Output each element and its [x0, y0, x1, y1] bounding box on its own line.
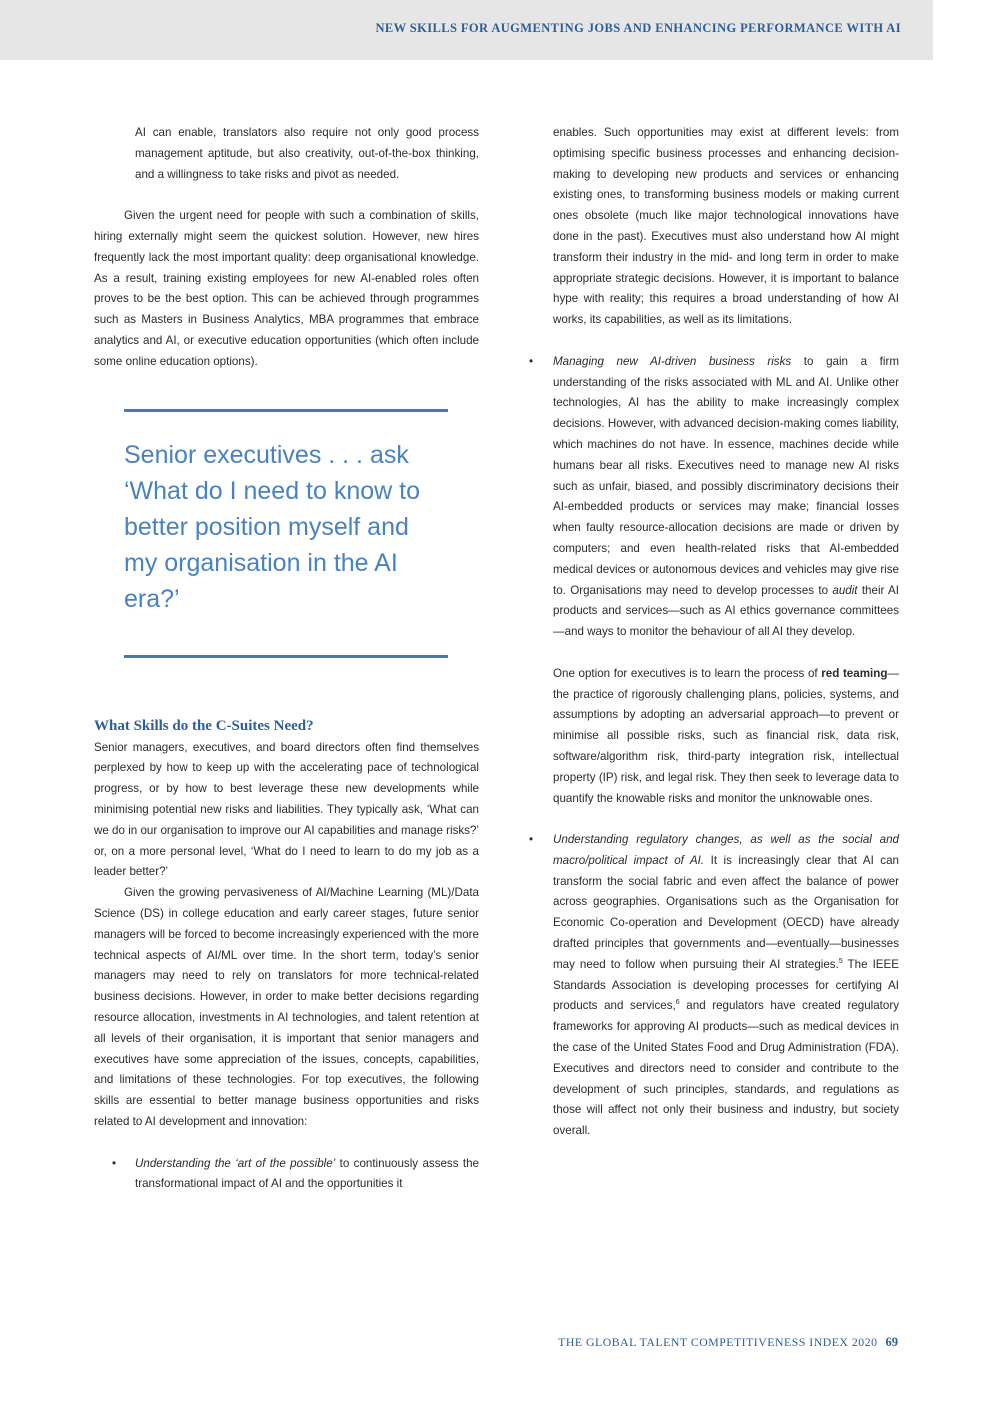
left-column	[94, 123, 479, 1195]
bullet-text: to gain a firm understanding of the risks associated with ML and AI. Unlike other technologies, AI has the ability to make increasingly complex decisions. However, with advanced decision-making comes liability, which machines do not have. In essence, machines decide while humans bear all risks. Executives need to manage new AI risks such as unfair, biased, and possibly discriminatory decisions their AI-embedded products or services may make; financial losses when faulty resource-allocation decisions are made or driven by computers; and even health-related risks that AI-embedded medical devices or autonomous devices and vehicles may give rise to. Organisations may need to develop processes to	[553, 354, 899, 597]
page-footer	[558, 1335, 898, 1350]
paragraph-text: —the practice of rigorously challenging plans, policies, systems, and assumptions by adopting an adversarial approach—to prevent or minimise all possible risks, such as financial risk, data risk, software/algorithm risk, third-party integration risk, intellectual property (IP) risk, and legal risk. They then seek to leverage data to quantify the knowable risks and monitor the unknowable ones.	[553, 666, 899, 805]
paragraph: Senior managers, executives, and board directors often find themselves perplexed by how to keep up with the accelerating pace of technological progress, or by how to best leverage these new developments while minimising potential new risks and liabilities. They typically ask, ‘What can we do in our organisation to improve our AI capabilities and manage risks?’ or, on a more personal level, ‘What do I need to learn to do my job as a leader better?’	[94, 740, 479, 879]
bullet-text: to continuously assess the transformational impact of AI and the opportunities it	[135, 1156, 479, 1191]
audit-term: audit	[832, 583, 858, 597]
bullet-text: It is increasingly clear that AI can transform the social fabric and even affect the balance of power across geographies. Organisations such as the Organisation for Economic Co-operation and Development (OECD) have already drafted principles that governments and—eventually—businesses may need to follow when pursuing their AI strategies.	[553, 853, 899, 971]
paragraph: Given the growing pervasiveness of AI/Machine Learning (ML)/Data Science (DS) in college education and early career stages, future senior managers will be forced to become increasingly experienced with the more technical aspects of AI/ML over time. In the short term, today’s senior managers may need to rely on translators for more technical-related business decisions. However, in order to make better decisions regarding resource allocation, investments in AI technologies, and talent retention at all levels of their organisation, it is important that senior managers and executives have some appreciation of the issues, concepts, capabilities, and limitations of these technologies. For top executives, the following skills are essential to better manage business opportunities and risks related to AI development and innovation:	[94, 886, 479, 1128]
paragraph	[553, 664, 899, 810]
bullet-lead: Understanding the ‘art of the possible’	[135, 1156, 336, 1170]
bullet-icon: •	[529, 354, 534, 368]
continued-bullet-text: AI can enable, translators also require not only good process management aptitude, but also creativity, out-of-the-box thinking, and a willingness to take risks and pivot as needed.	[135, 126, 479, 181]
page-number: 69	[885, 1335, 898, 1349]
bullet-text: their AI products and services—such as AI ethics governance committees—and ways to monitor the behaviour of all AI they develop.	[553, 583, 899, 639]
bullet-text: and regulators have created regulatory frameworks for approving AI products—such as medical devices in the case of the United States Food and Drug Administration (FDA). Executives and directors need to consider and contribute to the development of such principles, standards, and regulations as those will affect not only their business and industry, but society overall.	[553, 999, 899, 1138]
red-teaming-term: red teaming	[821, 666, 888, 680]
header-band	[0, 0, 933, 60]
pull-quote	[124, 409, 448, 658]
running-header: NEW SKILLS FOR AUGMENTING JOBS AND ENHANCING PERFORMANCE WITH AI	[375, 21, 901, 35]
pull-quote-text: Senior executives . . . ask ‘What do I need to know to better position myself and my organisation in the AI era?’	[124, 440, 421, 613]
footnote-ref[interactable]: 6	[675, 999, 680, 1007]
bullet-icon: •	[112, 1156, 117, 1170]
bullet-item	[529, 830, 899, 1142]
bullet-lead: Managing new AI-driven business risks	[553, 354, 792, 368]
bullet-text: The IEEE Standards Association is developing processes for certifying AI products and services,	[553, 957, 899, 1013]
paragraph: Given the urgent need for people with such a combination of skills, hiring externally might seem the quickest solution. However, new hires frequently lack the most important quality: deep organisational knowledge. As a result, training existing employees for new AI-enabled roles often proves to be the best option. This can be achieved through programmes such as Masters in Business Analytics, MBA programmes that embrace analytics and AI, or executive education opportunities (which often include some online education options).	[94, 209, 479, 368]
bullet-item	[94, 1154, 479, 1196]
right-column	[529, 123, 899, 1142]
bullet-lead: Understanding regulatory changes, as well as the social and macro/political impact of AI.	[553, 833, 899, 867]
footnote-ref[interactable]: 5	[838, 958, 843, 966]
bullet-item	[529, 352, 899, 643]
bullet-icon: •	[529, 833, 534, 847]
continued-bullet-text: enables. Such opportunities may exist at different levels: from optimising specific business processes and enhancing decision-making to developing new products and services or enhancing existing ones, to transforming business models or making current ones obsolete (much like major technological innovations have done in the past). Executives must also understand how AI might transform their industry in the mid- and long term in order to make appropriate strategic decisions. However, it is important to balance hype with reality; this requires a broad understanding of how AI works, its capabilities, as well as its limitations.	[553, 126, 899, 327]
section-heading: What Skills do the C-Suites Need?	[94, 717, 314, 734]
footer-title: THE GLOBAL TALENT COMPETITIVENESS INDEX 2020	[558, 1335, 878, 1349]
paragraph-text: One option for executives is to learn the process of	[553, 666, 822, 680]
